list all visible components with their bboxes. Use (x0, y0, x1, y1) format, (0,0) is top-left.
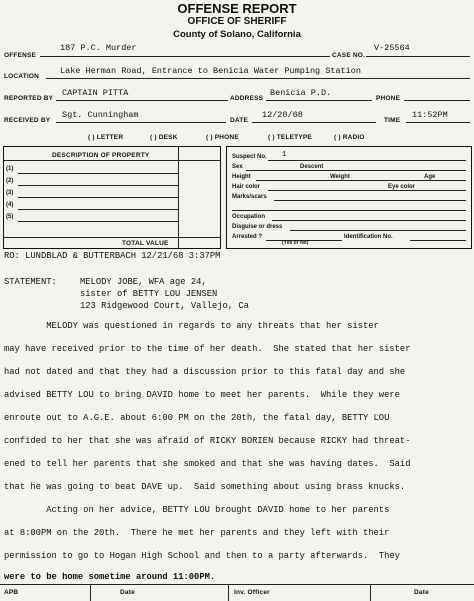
descent-label: Descent (300, 164, 324, 170)
case-label: CASE NO. (332, 52, 366, 59)
time-value: 11:52PM (412, 110, 448, 120)
property-row-4: (4) (6, 202, 14, 208)
case-value: V-25564 (374, 43, 410, 53)
body-line-9: Acting on her advice, BETTY LOU brought DAVID home to her parents (4, 505, 390, 515)
body-line-11: permission to go to Hogan High School and then to a party afterwards. They (4, 551, 400, 561)
location-value: Lake Herman Road, Entrance to Benicia Water Pumping Station (60, 66, 361, 76)
statement-line-2: sister of BETTY LOU JENSEN (80, 289, 218, 299)
yes-no-hint: (Yes or No) (282, 240, 309, 246)
body-line-7: ened to tell her parents that she smoked and that she was having dates. Said (4, 459, 411, 469)
county-name: County of Solano, California (173, 29, 301, 40)
property-row-1: (1) (6, 166, 14, 172)
body-line-8: that he was going to beat DAVE up. Said something about using brass knucks. (4, 482, 406, 492)
statement-label: STATEMENT: (4, 277, 57, 287)
body-line-10: at 8:00PM on the 20th. There he met her parents and they left with their (4, 528, 390, 538)
report-title: OFFENSE REPORT (177, 1, 297, 16)
body-line-3: had not dated and that they had a discussion prior to this fatal day and she (4, 367, 406, 377)
statement-line-1: MELODY JOBE, WFA age 24, (80, 277, 207, 287)
date-value: 12/20/68 (262, 110, 303, 120)
property-heading: DESCRIPTION OF PROPERTY (52, 152, 150, 159)
time-label: TIME (384, 117, 401, 124)
method-teletype[interactable]: ( ) TELETYPE (268, 134, 312, 141)
footer-inv-officer-label: Inv. Officer (234, 589, 270, 596)
offense-value: 187 P.C. Murder (60, 43, 137, 53)
footer-date-label-2: Date (414, 589, 429, 596)
eye-color-label: Eye color (388, 184, 416, 190)
property-row-5: (5) (6, 214, 14, 220)
phone-label: PHONE (376, 95, 401, 102)
weight-label: Weight (330, 174, 350, 180)
location-label: LOCATION (4, 73, 40, 80)
total-value-label: TOTAL VALUE (122, 240, 169, 247)
arrested-label: Arrested ? (232, 234, 263, 240)
disguise-label: Disguise or dress (232, 224, 283, 230)
method-phone[interactable]: ( ) PHONE (206, 134, 239, 141)
statement-line-3: 123 Ridgewood Court, Vallejo, Ca (80, 301, 249, 311)
identification-label: Identification No. (344, 234, 393, 240)
body-line-6: confided to her that she was afraid of RICKY BORIEN because RICKY had threat- (4, 436, 411, 446)
sex-label: Sex (232, 164, 243, 170)
footer-apb-label: APB (4, 589, 19, 596)
body-line-1: MELODY was questioned in regards to any threats that her sister (4, 321, 379, 331)
method-radio[interactable]: ( ) RADIO (334, 134, 365, 141)
ro-line: RO: LUNDBLAD & BUTTERBACH 12/21/68 3:37PM (4, 251, 221, 261)
received-by-label: RECEIVED BY (4, 117, 51, 124)
address-value: Benicia P.D. (270, 88, 332, 98)
property-row-3: (3) (6, 190, 14, 196)
offense-label: OFFENSE (4, 52, 37, 59)
received-by-value: Sgt. Cunningham (62, 110, 139, 120)
body-line-4: advised BETTY LOU to bring DAVID home to meet her parents. While they were (4, 390, 400, 400)
method-letter[interactable]: ( ) LETTER (88, 134, 124, 141)
reported-by-label: REPORTED BY (4, 95, 54, 102)
date-label: DATE (230, 117, 249, 124)
office-name: OFFICE OF SHERIFF (187, 16, 287, 27)
suspect-no-value: 1 (282, 151, 287, 159)
body-line-2: may have received prior to the time of her death. She stated that her sister (4, 344, 411, 354)
address-label: ADDRESS (230, 95, 264, 102)
footer-date-label-1: Date (120, 589, 135, 596)
property-row-2: (2) (6, 178, 14, 184)
height-label: Height (232, 174, 251, 180)
marks-scars-label: Marks/scars (232, 194, 267, 200)
body-line-5: enroute out to A.G.E. about 6:00 PM on the 20th, the fatal day, BETTY LOU (4, 413, 390, 423)
body-line-12: were to be home sometime around 11:00PM. (4, 572, 216, 582)
age-label: Age (424, 174, 436, 180)
hair-color-label: Hair color (232, 184, 261, 190)
reported-by-value: CAPTAIN PITTA (62, 88, 129, 98)
occupation-label: Occupation (232, 214, 266, 220)
suspect-no-label: Suspect No. (232, 154, 267, 160)
method-desk[interactable]: ( ) DESK (150, 134, 178, 141)
